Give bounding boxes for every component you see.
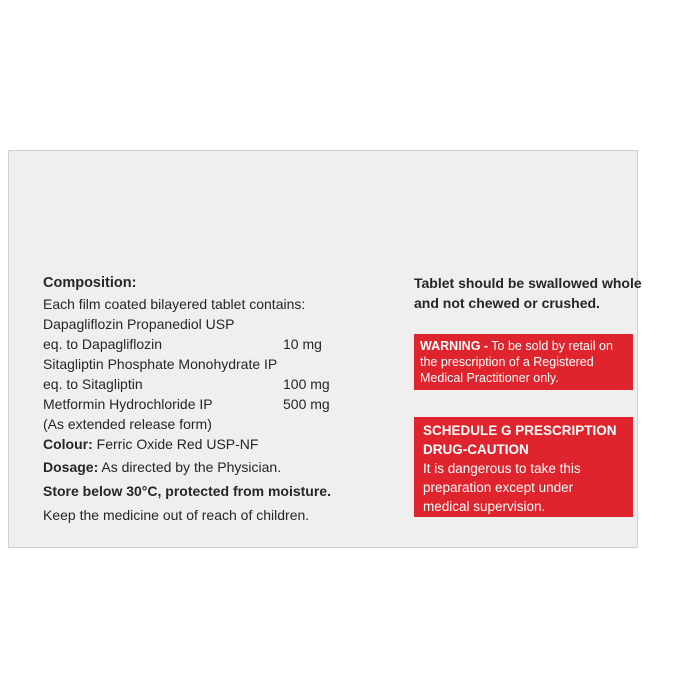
ingredient-row (43, 414, 383, 434)
ingredient-qty: 10 mg (283, 336, 322, 352)
warning-text-3: Medical Practitioner only. (420, 371, 559, 385)
schedule-g-box (414, 417, 633, 517)
schedule-title-1: SCHEDULE G PRESCRIPTION (423, 423, 617, 438)
composition-section (43, 273, 383, 525)
swallow-instruction-line2: and not chewed or crushed. (414, 295, 600, 311)
ingredient-name: Dapagliflozin Propanediol USP (43, 316, 235, 332)
dosage-label: Dosage: (43, 459, 99, 475)
warning-text-2: the prescription of a Registered (420, 355, 594, 369)
composition-intro: Each film coated bilayered tablet contains: (43, 296, 306, 312)
ingredient-row (43, 354, 383, 374)
ingredient-row (43, 334, 383, 354)
ingredient-qty: 100 mg (283, 376, 330, 392)
label-panel (8, 150, 642, 548)
colour-value: Ferric Oxide Red USP-NF (92, 436, 259, 452)
instructions-section (414, 273, 642, 313)
ingredient-row (43, 314, 383, 334)
ingredient-name: (As extended release form) (43, 416, 212, 432)
ingredient-name: Sitagliptin Phosphate Monohydrate IP (43, 356, 278, 372)
ingredient-qty (283, 314, 383, 334)
ingredient-row (43, 374, 383, 394)
colour-line (43, 434, 383, 454)
warning-line1 (420, 338, 627, 354)
ingredient-row (43, 394, 383, 414)
ingredient-qty (283, 414, 383, 434)
swallow-instruction-line1: Tablet should be swallowed whole (414, 275, 642, 291)
ingredient-name: Metformin Hydrochloride IP (43, 396, 213, 412)
ingredient-qty: 500 mg (283, 396, 330, 412)
schedule-title-2: DRUG-CAUTION (423, 442, 529, 457)
child-safety-note: Keep the medicine out of reach of children. (43, 507, 310, 523)
schedule-text-2: preparation except under (423, 480, 574, 495)
composition-heading: Composition: (43, 275, 137, 291)
schedule-text-3: medical supervision. (423, 499, 546, 514)
colour-label: Colour: (43, 436, 93, 452)
schedule-text-1: It is dangerous to take this (423, 461, 581, 476)
warning-text-1: To be sold by retail on (488, 339, 613, 353)
storage-instruction: Store below 30°C, protected from moisture. (43, 483, 331, 499)
ingredient-name: eq. to Sitagliptin (43, 376, 143, 392)
warning-title: WARNING - (420, 339, 489, 353)
ingredient-name: eq. to Dapagliflozin (43, 336, 163, 352)
ingredient-qty (283, 354, 383, 374)
warning-box (414, 334, 633, 390)
dosage-value: As directed by the Physician. (98, 459, 282, 475)
dosage-line (43, 457, 383, 477)
